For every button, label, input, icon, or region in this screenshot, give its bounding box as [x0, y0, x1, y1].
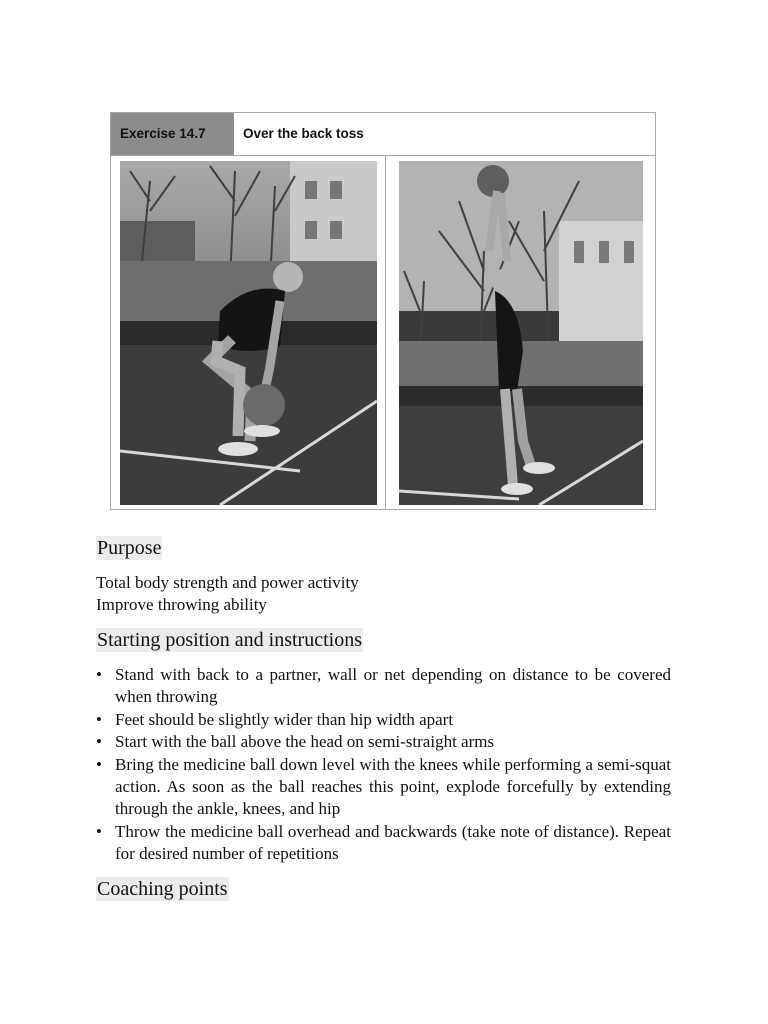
list-item: • Bring the medicine ball down level with the knees while performing a semi-squat action. As soon as the ball reaches this point, explode forcefully by extending through the ankle, knees, and hip [96, 754, 671, 821]
photo-start-position [120, 161, 377, 505]
purpose-line-1: Total body strength and power activity [96, 573, 359, 592]
list-item: • Stand with back to a partner, wall or net depending on distance to be covered when throwing [96, 664, 671, 709]
instructions-heading: Starting position and instructions [97, 629, 362, 651]
coaching-heading: Coaching points [97, 878, 228, 900]
photo-release-position [399, 161, 643, 505]
exercise-title: Over the back toss [243, 126, 364, 141]
purpose-heading: Purpose [97, 537, 162, 559]
exercise-figure [110, 112, 656, 510]
figure-divider [385, 156, 386, 510]
figure-header [111, 113, 655, 156]
instructions-list [96, 664, 671, 866]
exercise-number: Exercise 14.7 [111, 113, 234, 155]
list-item: • Feet should be slightly wider than hip width apart [96, 709, 671, 731]
list-item: • Start with the ball above the head on semi-straight arms [96, 731, 671, 753]
list-item: • Throw the medicine ball overhead and backwards (take note of distance). Repeat for desired number of repetitions [96, 821, 671, 866]
purpose-line-2: Improve throwing ability [96, 595, 267, 614]
